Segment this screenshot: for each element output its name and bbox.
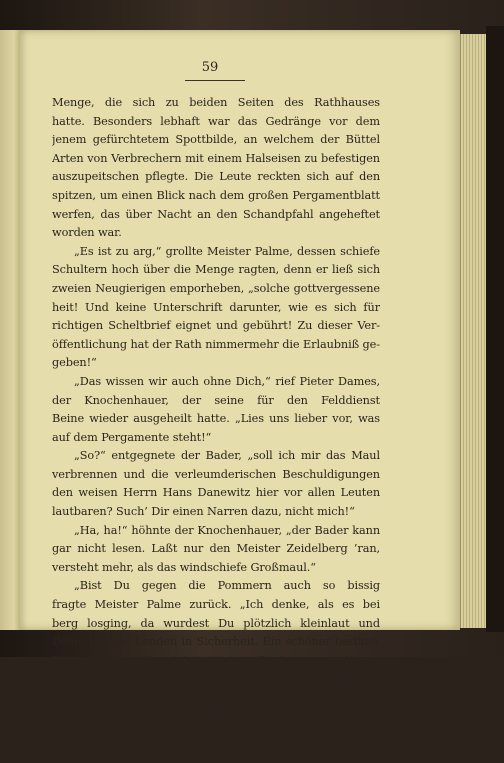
text-line: der Knochenhauer, der seine für den Felddienst [52,393,380,407]
text-line: Macht Platz, Gevattern, daß ich dem unehrlichen [52,728,380,742]
text-line: werfen, das über Nacht an den Schandpfahl angeheftet [52,207,380,221]
text-line: Beine wieder ausgeheilt hatte. „Lies uns lieber vor, was [52,412,380,426]
text-line: lautbaren? Such’ Dir einen Narren dazu, nicht mich!“ [52,505,355,519]
text-line: spitzen, um einen Blick nach dem großen Pergamentblatt [52,188,380,202]
text-line: „Ha, ha!“ höhnte der Knochenhauer, „der Bader kann [74,523,380,537]
text-line: gar nicht lesen. Laßt nur den Meister Zeidelberg ’ran, [52,542,380,556]
page-stack-edges [460,34,487,628]
book-cover-edge [486,26,504,632]
text-line: pommersche Schädel spalteten.“ [52,691,238,704]
text-line: jenem gefürchtetem Spottbilde, an welchem der Büttel [52,133,380,147]
text-line: „Das wissen wir auch ohne Dich,“ rief Pieter Dames, [74,374,380,388]
text-line: zweien Neugierigen emporheben, „solche gottvergessene [52,281,380,295]
text-line: versteht mehr, als das windschiefe Großmaul.“ [52,560,316,574]
text-line: „Verfluchte Otter, Du sollst an Deinem Gift ersticken! [74,709,380,723]
text-line: den weisen Herrn Hans Danewitz hier vor allen Leuten [52,486,380,500]
text-line: auf dem Pergamente steht!“ [52,430,212,444]
text-line: Suppen kochen lassen, während unsere Brüder draußen [52,672,380,686]
text-line: hatte. Besonders lebhaft war das Gedränge vor dem [52,114,380,128]
text-line: auszupeitschen pflegte. Die Leute reckten sich auf den [52,170,380,184]
text-line: fragte Meister Palme zurück. „Ich denke, als es bei [52,598,380,612]
body-text [52,94,380,763]
text-line: berg losging, da wurdest Du plötzlich kleinlaut und [52,616,380,630]
text-line: Menge, die sich zu beiden Seiten des Rathhauses [52,96,380,109]
text-line: richtigen Scheltbrief eignet und gebührt! Zu dieser Ver- [52,319,380,333]
text-line: Knochenhauer! Hat sich von seiner Eheliebsten zu Hause [52,653,380,667]
text-line: „Es ist zu arg,“ grollte Meister Palme, dessen schiefe [74,244,380,258]
text-line: Schultern hoch über die Menge ragten, denn er ließ sich [52,263,380,277]
text-line: einen Fußtritt gebe. So ein dreckiger Bartkratzer! Den [52,746,380,760]
text-line: geben!“ [52,356,97,370]
header-rule [185,80,245,81]
text-line: „So?“ entgegnete der Bader, „soll ich mir das Maul [74,449,380,463]
text-line: verbrennen und die verleumderischen Beschuldigungen [52,467,380,481]
text-line: worden war. [52,226,122,240]
page-number: 59 [201,60,219,75]
facing-page-edge [0,30,21,630]
text-line: Arten von Verbrechern mit einem Halseisen zu befestigen [52,151,380,165]
text-line: Deine lahmen Lenden in Sicherheit. Ein schöner berliner [52,635,380,649]
text-line: „Bist Du gegen die Pommern auch so bissig [74,579,380,593]
text-line: öffentlichung hat der Rath nimmermehr die Erlaubniß ge- [52,337,380,351]
text-line: heit! Und keine Unterschrift darunter, wie es sich für [52,300,380,314]
